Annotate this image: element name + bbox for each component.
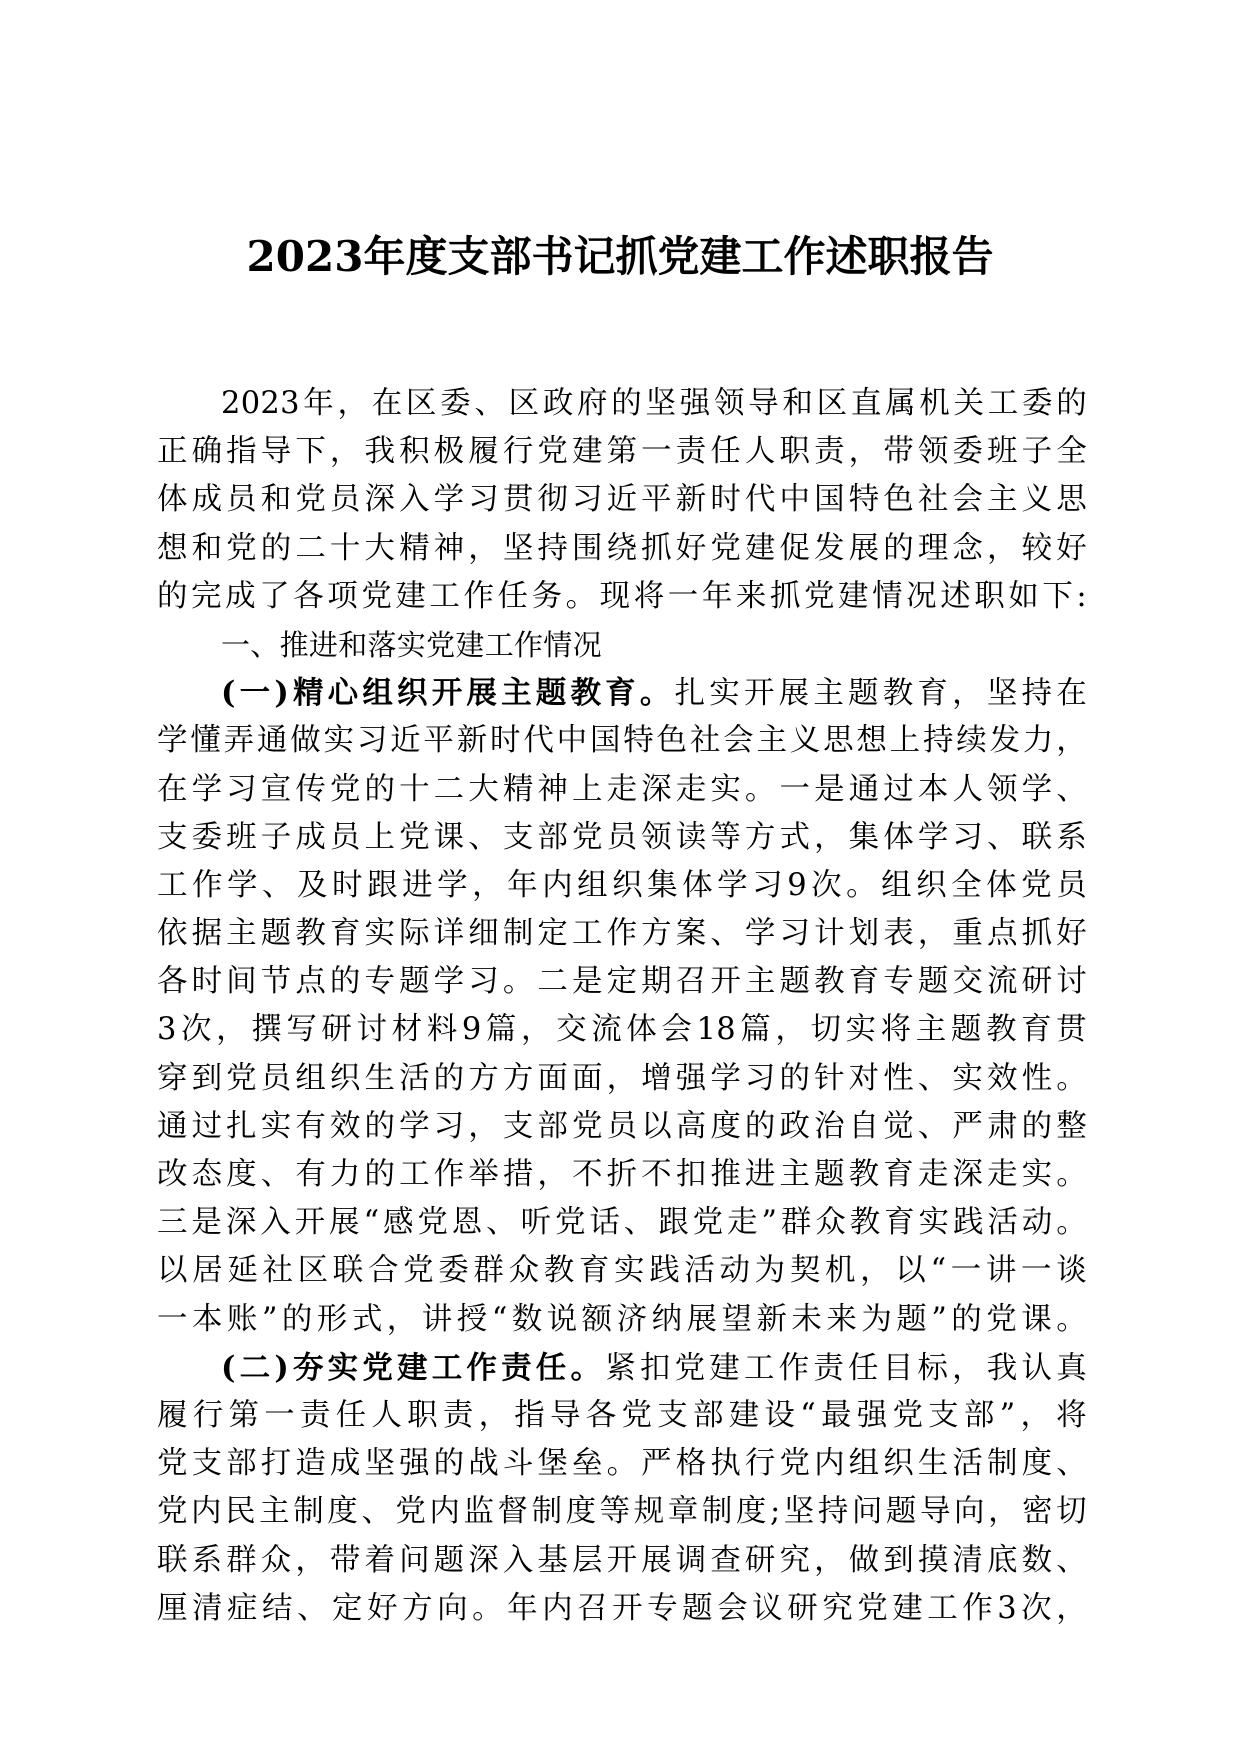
paragraph-line: 以居延社区联合党委群众教育实践活动为契机，以“一讲一谈 bbox=[157, 1253, 1087, 1289]
paragraph-line: 厘清症结、定好方向。年内召开专题会议研究党建工作3次， bbox=[157, 1590, 1087, 1626]
paragraph-line: 一本账”的形式，讲授“数说额济纳展望新未来为题”的党课。 bbox=[157, 1301, 1087, 1337]
paragraph-line: 穿到党员组织生活的方方面面，增强学习的针对性、实效性。 bbox=[157, 1060, 1087, 1096]
paragraph-line: 正确指导下，我积极履行党建第一责任人职责，带领委班子全 bbox=[157, 434, 1087, 470]
paragraph-line: 各时间节点的专题学习。二是定期召开主题教育专题交流研讨 bbox=[157, 964, 1087, 1000]
paragraph-line: 学懂弄通做实习近平新时代中国特色社会主义思想上持续发力， bbox=[157, 723, 1087, 759]
subsection-first-line bbox=[157, 1344, 1087, 1392]
paragraph-line: 支委班子成员上党课、支部党员领读等方式，集体学习、联系 bbox=[157, 819, 1087, 855]
paragraph-line: 党支部打造成坚强的战斗堡垒。严格执行党内组织生活制度、 bbox=[157, 1446, 1087, 1482]
section-heading: 一、推进和落实党建工作情况 bbox=[221, 627, 602, 662]
paragraph-line: 在学习宣传党的十二大精神上走深走实。一是通过本人领学、 bbox=[157, 771, 1087, 807]
subsection-lead: (一)精心组织开展主题教育。 bbox=[221, 675, 675, 712]
subsection-first-line-rest: 扎实开展主题教育，坚持在 bbox=[674, 676, 1088, 712]
paragraph-line: 体成员和党员深入学习贯彻习近平新时代中国特色社会主义思 bbox=[157, 482, 1087, 518]
subsection-first-line bbox=[157, 669, 1087, 717]
paragraph-line: 党内民主制度、党内监督制度等规章制度;坚持问题导向，密切 bbox=[157, 1494, 1087, 1530]
paragraph-line: 依据主题教育实际详细制定工作方案、学习计划表，重点抓好 bbox=[157, 916, 1087, 952]
paragraph-line: 2023年，在区委、区政府的坚强领导和区直属机关工委的 bbox=[221, 386, 1087, 421]
paragraph-line: 3次，撰写研讨材料9篇，交流体会18篇，切实将主题教育贯 bbox=[157, 1012, 1087, 1048]
paragraph-line: 履行第一责任人职责，指导各党支部建设“最强党支部”，将 bbox=[157, 1397, 1087, 1433]
subsection-first-line-rest: 紧扣党建工作责任目标，我认真 bbox=[605, 1350, 1087, 1386]
paragraph-line: 想和党的二十大精神，坚持围绕抓好党建促发展的理念，较好 bbox=[157, 530, 1087, 566]
paragraph-line: 的完成了各项党建工作任务。现将一年来抓党建情况述职如下: bbox=[157, 578, 1087, 614]
paragraph-line: 通过扎实有效的学习，支部党员以高度的政治自觉、严肃的整 bbox=[157, 1108, 1087, 1144]
subsection-lead: (二)夯实党建工作责任。 bbox=[221, 1349, 606, 1386]
paragraph-line: 联系群众，带着问题深入基层开展调查研究，做到摸清底数、 bbox=[157, 1542, 1087, 1578]
document-body bbox=[157, 380, 1087, 1633]
paragraph-line: 三是深入开展“感党恩、听党话、跟党走”群众教育实践活动。 bbox=[157, 1205, 1087, 1241]
document-title: 2023年度支部书记抓党建工作述职报告 bbox=[246, 232, 994, 281]
paragraph-line: 改态度、有力的工作举措，不折不扣推进主题教育走深走实。 bbox=[157, 1157, 1087, 1192]
paragraph-line: 工作学、及时跟进学，年内组织集体学习9次。组织全体党员 bbox=[157, 867, 1087, 903]
